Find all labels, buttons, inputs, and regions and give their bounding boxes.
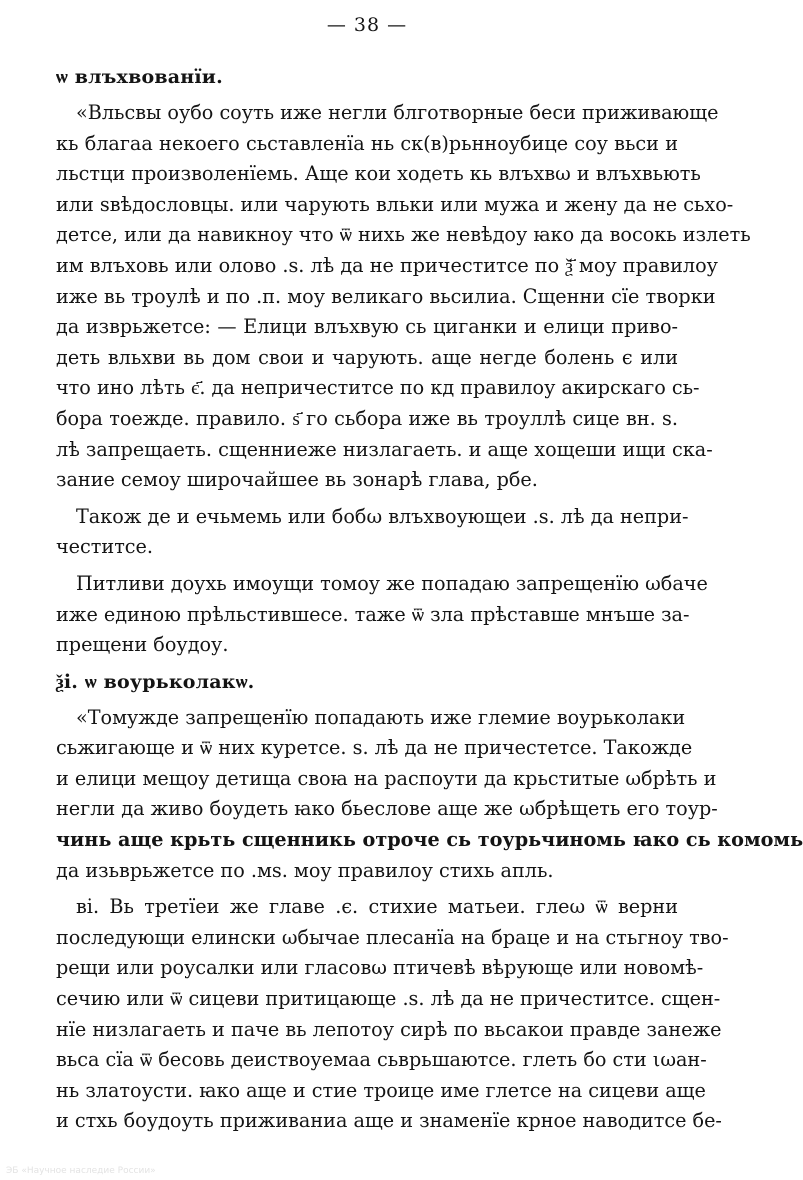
text-line: ві. Вь третїеи же главе .є. стихие матьеи. глеω ѿ верни <box>76 895 678 919</box>
text-line: кь благаа некоего сьставленїа нь ск(в)рьнноубице соу вьси и <box>56 131 678 155</box>
page-number: — 38 — <box>326 14 408 36</box>
paragraph-third-chapter <box>56 892 729 1137</box>
text-line: «Томужде запрещенїю попадають иже глемие воурьколаки <box>76 705 686 729</box>
section-heading-sorcery: ѡ влъхвованїи. <box>56 66 223 88</box>
paragraph-werewolves-main <box>56 703 803 887</box>
text-line: сьжигающе и ѿ них куретсе. ѕ. лѣ да не причестетсе. Такожде <box>56 736 693 760</box>
text-line: нь златоусти. ꙗко аще и стие троице име глетсе на сицеви аще <box>56 1078 706 1102</box>
library-watermark: ЭБ «Научное наследие России» <box>6 1166 156 1176</box>
text-line: что ино лѣть є҃. да непричеститсе по кд правилоу акирскаго сь- <box>56 376 700 400</box>
text-line: бора тоежде. правило. ѕ҃ го сьбора иже вь троуллѣ сице вн. ѕ. <box>56 406 678 430</box>
text-line: Також де и ечьмемь или бобω влъхвоующеи .ѕ. лѣ да непри- <box>76 504 689 528</box>
text-line: зание семоу широчайшее вь зонарѣ глава, рбе. <box>56 468 538 492</box>
text-line: нїе низлагаеть и паче вь лепотоу сирѣ по вьсакои правде занеже <box>56 1017 722 1041</box>
text-line: «Вльсвы оубо соуть иже негли блготворные беси приживающе <box>76 101 719 124</box>
text-line: Питливи доухь имоущи томоу же попадаю запрещенїю ωбаче <box>76 571 708 595</box>
text-line: деть вльхви вь дом свои и чарують. аще негде болень є или <box>56 345 678 369</box>
paragraph-spirit <box>56 569 708 661</box>
paragraph-sorcery-main <box>56 98 751 496</box>
text-line: иже единою прѣльстившесе. таже ѿ зла прѣставше мнъше за- <box>56 602 690 626</box>
text-line: и елици мещоу детища своꙗ на распоути да крьститые ωбрѣть и <box>56 766 717 790</box>
text-line: детсе, или да навикноу что ѿ нихь же невѣдоу ꙗко да восокь излеть <box>56 223 751 247</box>
text-line: да изьврьжетсе по .мѕ. моу правилоу стихь апль. <box>56 858 554 882</box>
text-line: вьса сїа ѿ бесовь деиствоуемаа сьврьшаютсе. глеть бо сти ιωан- <box>56 1048 707 1072</box>
text-line: и стхь боудоуть приживаниа аще и знаменїе крное наводитсе бе- <box>56 1109 722 1133</box>
text-line: да изврьжетсе: — Елици влъхвую сь циганки и елици приво- <box>56 315 678 339</box>
text-line: прещени боудоу. <box>56 633 229 657</box>
text-line: иже вь троулѣ и по .п. моу великаго вьсилиа. Сщенни сїе творки <box>56 284 716 308</box>
text-line: льстци произволенїемь. Аще кои ходеть кь влъхвω и влъхвьють <box>56 162 701 186</box>
text-line: им влъховь или олово .ѕ. лѣ да не причеститсе по ѯ҃ моу правилоу <box>56 253 718 277</box>
text-line: чинь аще крьть сщенникь отроче сь тоурьчиномь ꙗко сь комомь <box>56 828 803 852</box>
text-line: негли да живо боудеть ꙗко бьеслове аще же ωбрѣщеть его тоур- <box>56 797 718 821</box>
text-line: честитсе. <box>56 535 154 559</box>
text-line: сечию или ѿ сицеви притицающе .ѕ. лѣ да не причеститсе. сщен- <box>56 987 721 1011</box>
text-line: последующи елински ωбычае плесанїа на браце и на стьгноу тво- <box>56 925 729 949</box>
text-line: рещи или роусалки или гласовω птичевѣ вѣрующе или новомѣ- <box>56 956 704 980</box>
section-heading-werewolves: ѯі. ѡ воурьколакѡ. <box>56 670 255 693</box>
text-line: или ѕвѣдословцы. или чарують вльки или мужа и жену да не сьхо- <box>56 192 734 216</box>
text-line: лѣ запрещаеть. сщенниеже низлагаеть. и аще хощеши ищи ска- <box>56 437 713 461</box>
paragraph-barley-beans <box>56 502 689 563</box>
